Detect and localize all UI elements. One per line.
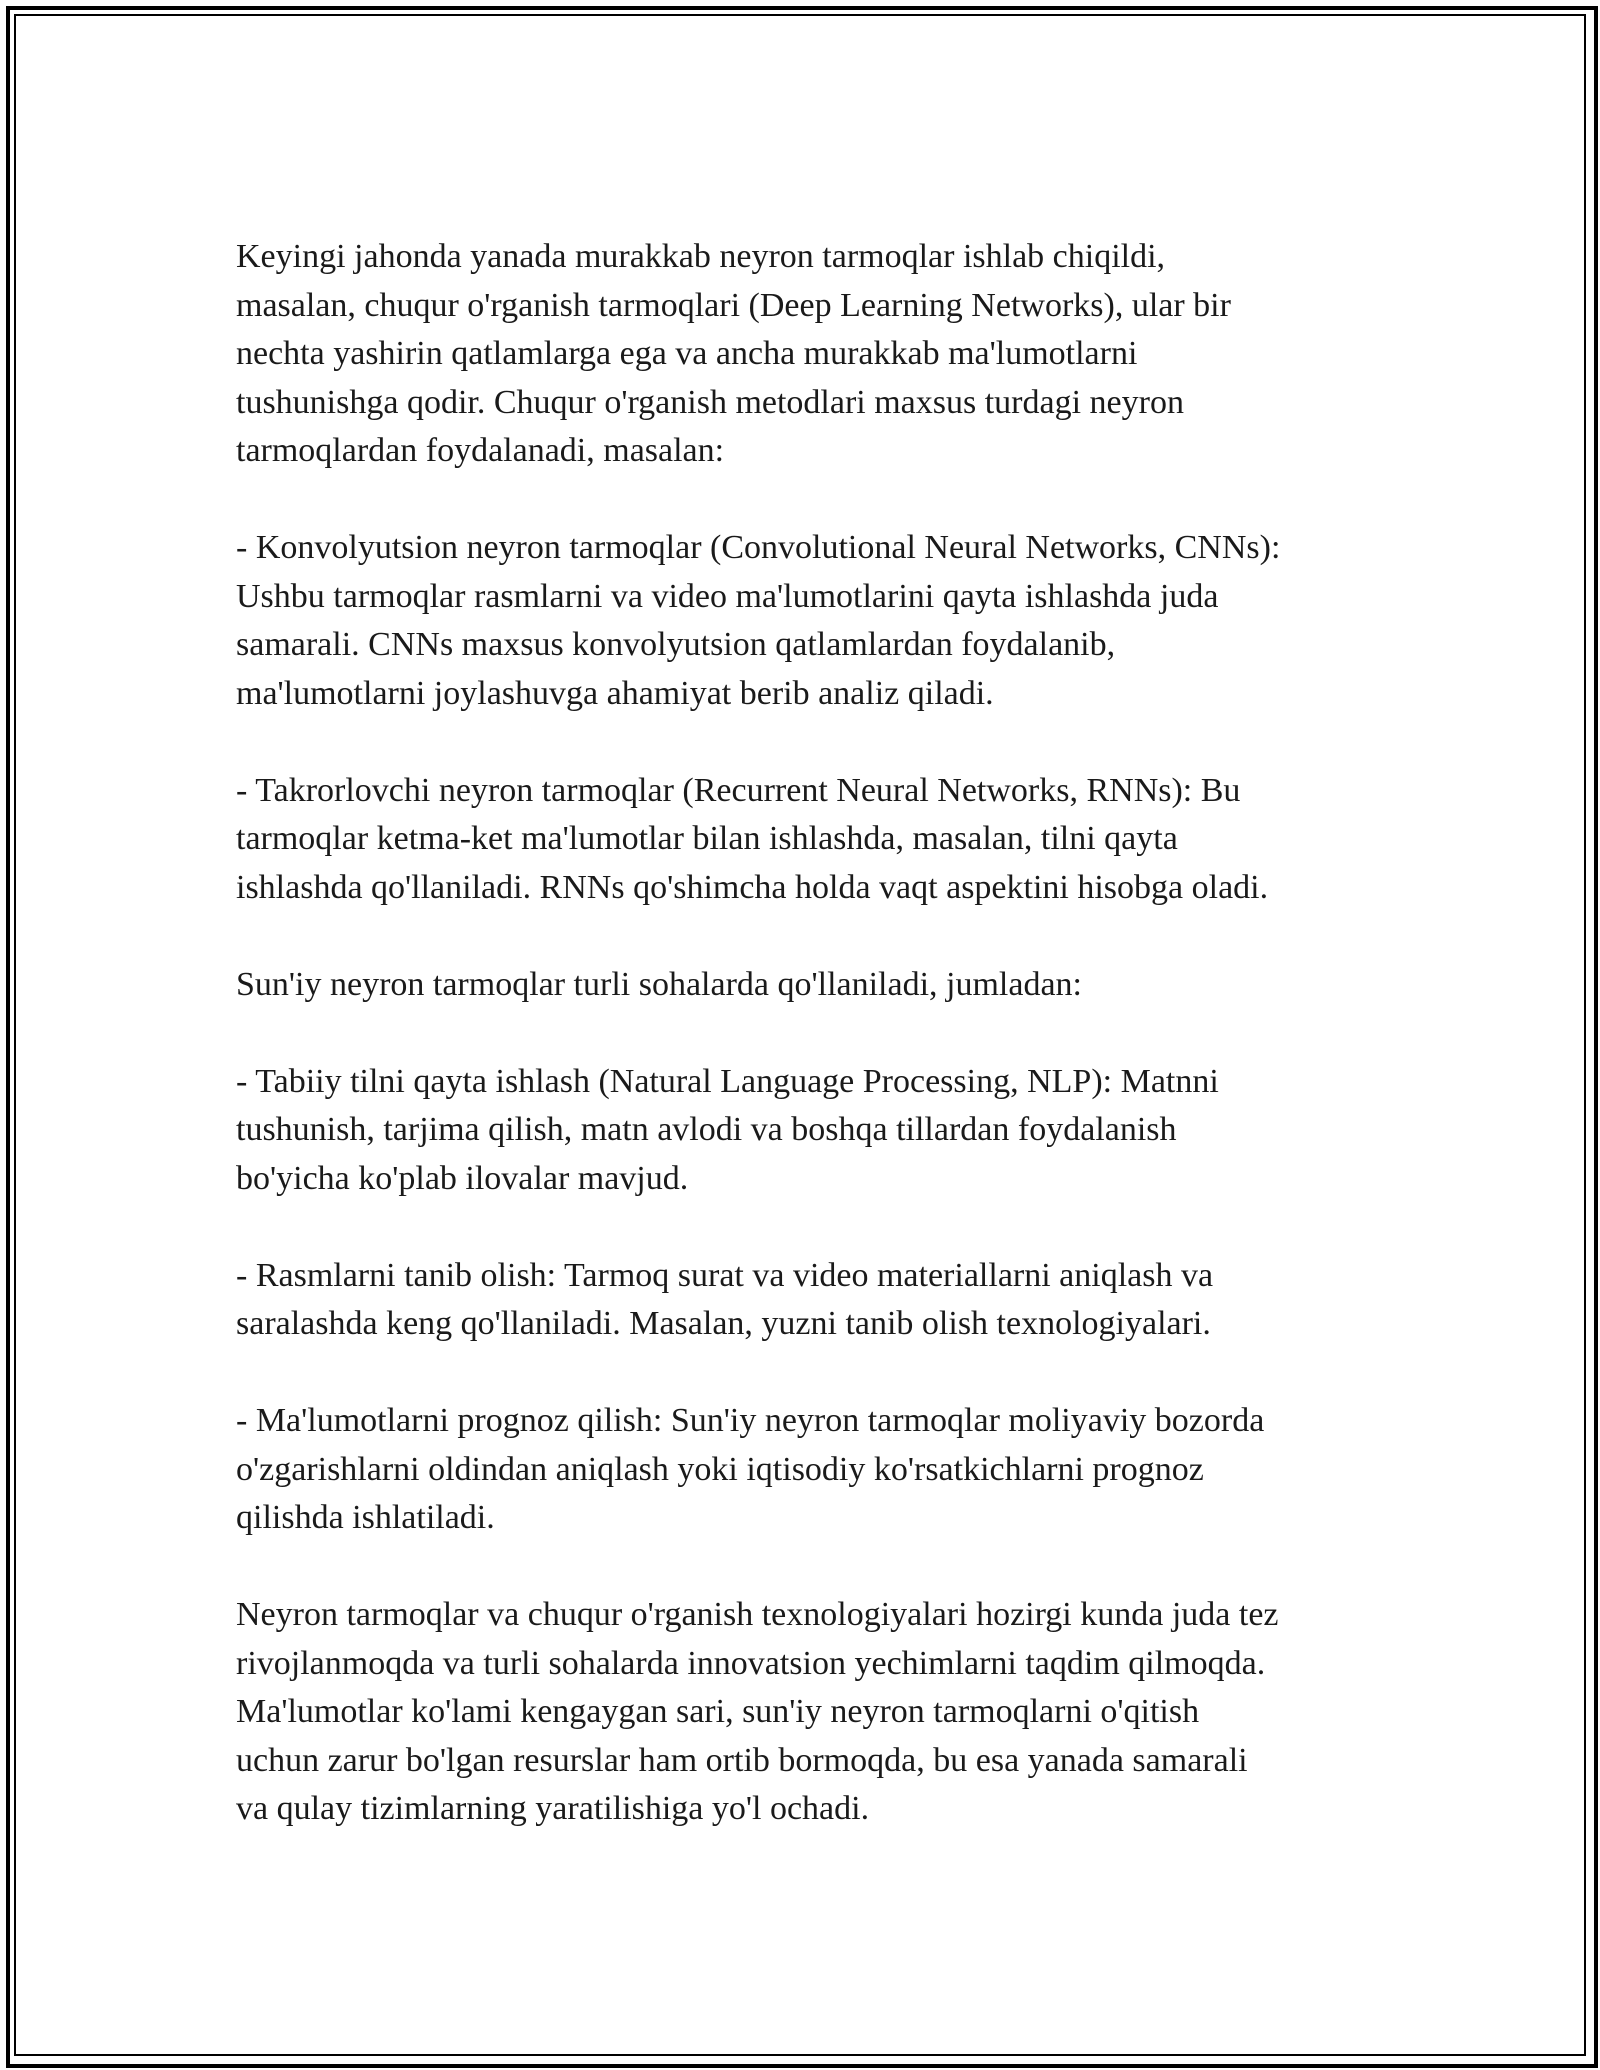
paragraph-applications-intro: Sun'iy neyron tarmoqlar turli sohalarda qo'llaniladi, jumladan: — [236, 965, 1082, 1003]
list-item-image-recognition: - Rasmlarni tanib olish: Tarmoq surat va video materiallarni aniqlash va saralashda keng qo'llaniladi. Masalan, yuzni tanib olish texnologiyalari. — [236, 1256, 1214, 1342]
list-item-cnn: - Konvolyutsion neyron tarmoqlar (Convolutional Neural Networks, CNNs): Ushbu tarmoqlar rasmlarni va video ma'lumotlarini qayta ishlashda juda samarali. CNNs maxsus konvolyutsion qatlamlardan foydalanib, ma'lumotlarni joylashuvga ahamiyat berib analiz qiladi. — [236, 529, 1281, 712]
paragraph-conclusion: Neyron tarmoqlar va chuqur o'rganish texnologiyalari hozirgi kunda juda tez rivojlanmoqda va turli sohalarda innovatsion yechimlarni taqdim qilmoqda. Ma'lumotlar ko'lami kengaygan sari, sun'iy neyron tarmoqlarni o'qitish uchun zarur bo'lgan resurslar ham ortib bormoqda, bu esa yanada samarali va qulay tizimlarning yaratilishiga yo'l ochadi. — [236, 1596, 1279, 1827]
list-item-nlp: - Tabiiy tilni qayta ishlash (Natural Language Processing, NLP): Matnni tushunish, tarjima qilish, matn avlodi va boshqa tillardan foydalanish bo'yicha ko'plab ilovalar mavjud. — [236, 1062, 1219, 1197]
document-body — [236, 233, 1386, 1834]
list-item-data-forecasting: - Ma'lumotlarni prognoz qilish: Sun'iy neyron tarmoqlar moliyaviy bozorda o'zgarishlarni oldindan aniqlash yoki iqtisodiy ko'rsatkichlarni prognoz qilishda ishlatiladi. — [236, 1402, 1265, 1536]
list-item-rnn: - Takrorlovchi neyron tarmoqlar (Recurrent Neural Networks, RNNs): Bu tarmoqlar ketma-ket ma'lumotlar bilan ishlashda, masalan, tilni qayta ishlashda qo'llaniladi. RNNs qo'shimcha holda vaqt aspektini hisobga oladi. — [236, 771, 1269, 906]
paragraph-deep-learning-intro: Keyingi jahonda yanada murakkab neyron tarmoqlar ishlab chiqildi, masalan, chuqur o'rganish tarmoqlari (Deep Learning Networks), ular bir nechta yashirin qatlamlarga ega va ancha murakkab ma'lumotlarni tushunishga qodir. Chuqur o'rganish metodlari maxsus turdagi neyron tarmoqlardan foydalanadi, masalan: — [236, 238, 1231, 469]
